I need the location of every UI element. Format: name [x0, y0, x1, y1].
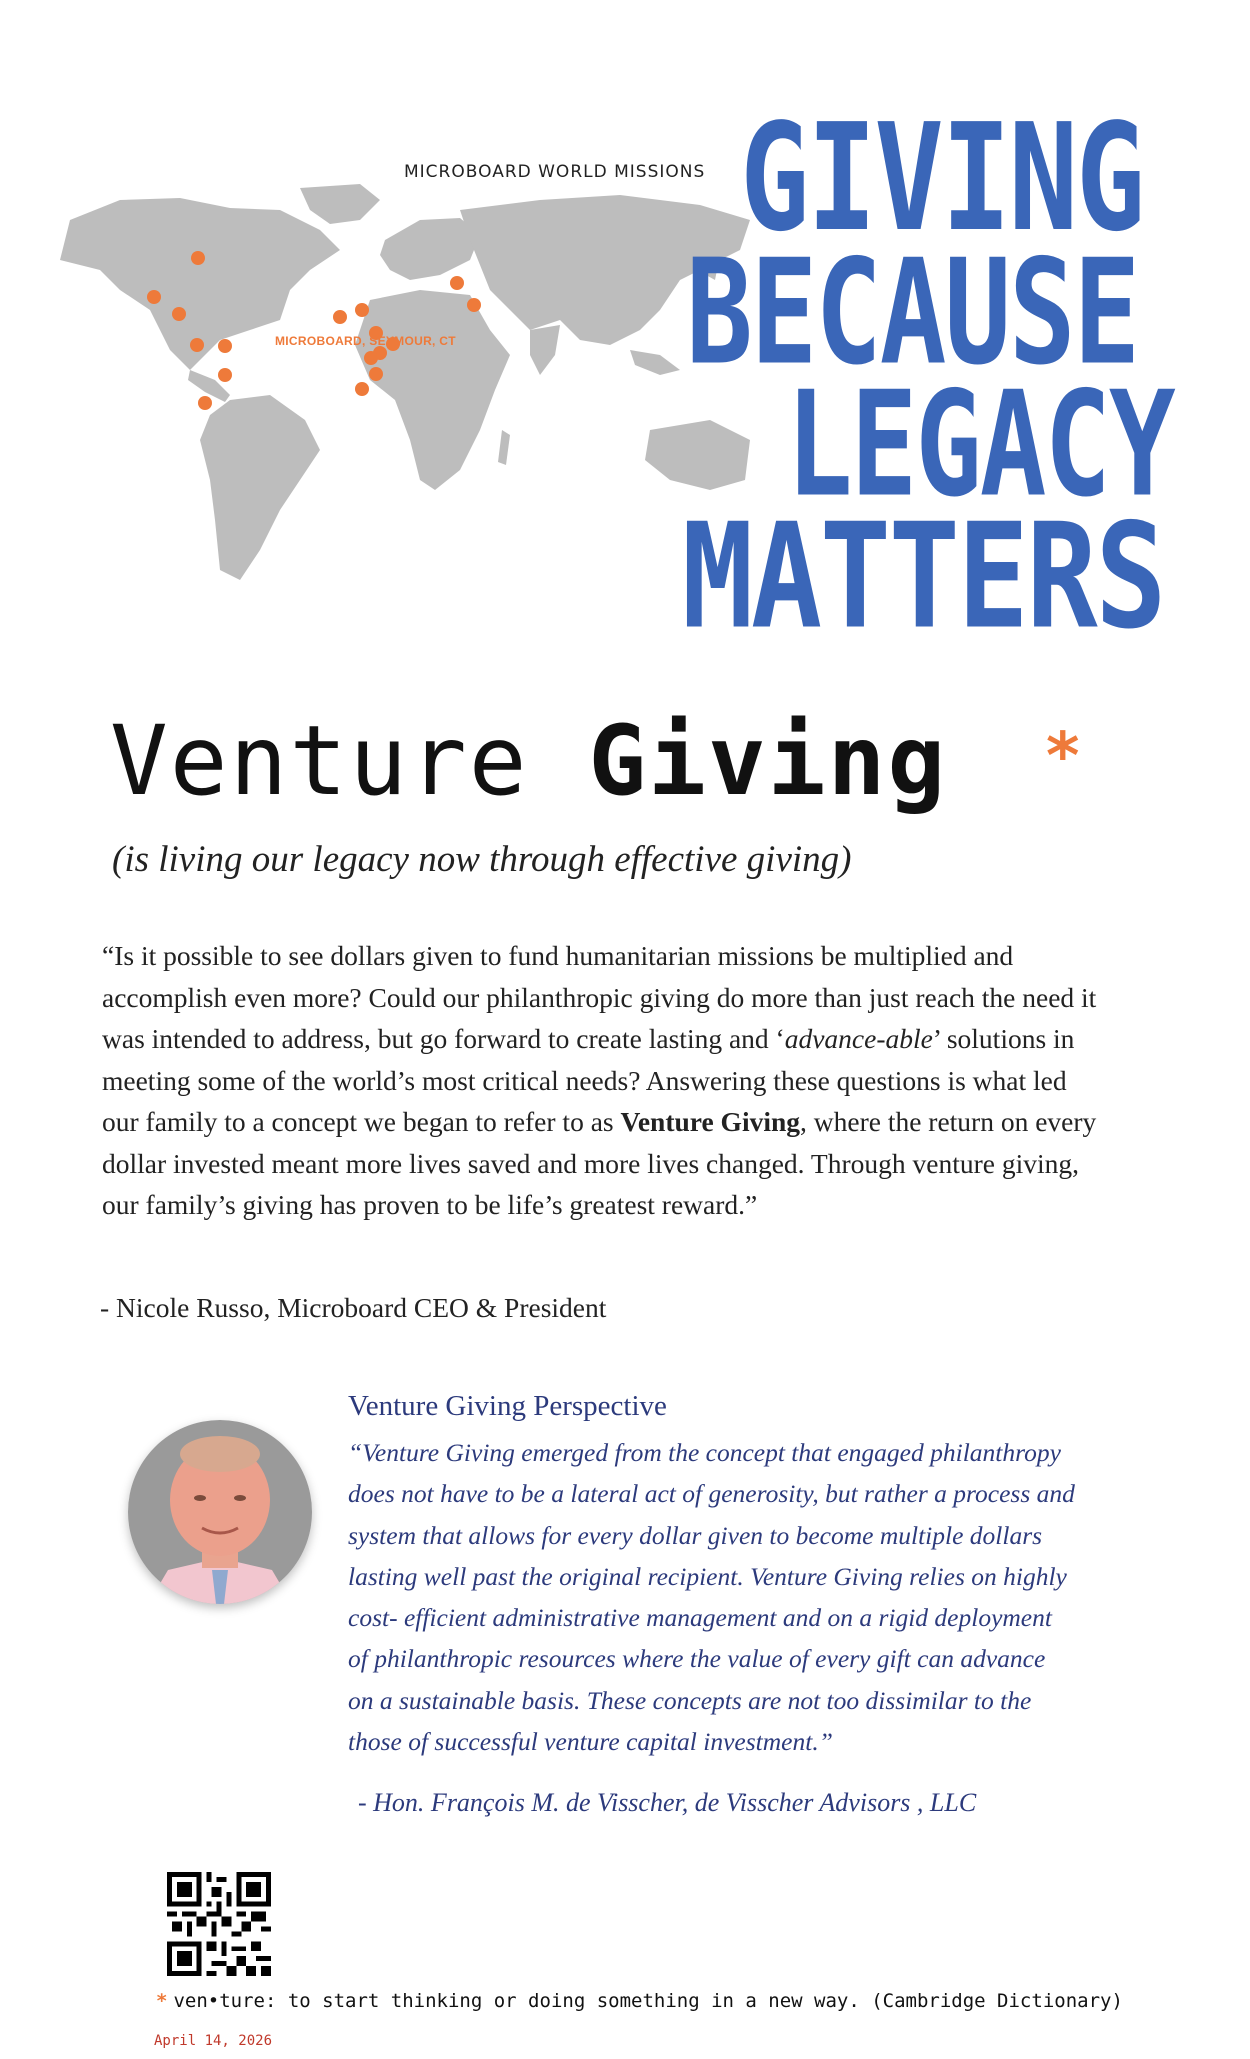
hq-marker — [191, 251, 205, 265]
perspective-line: on a sustainable basis. These concepts are not too dissimilar to the — [348, 1685, 1032, 1715]
mission-marker — [364, 351, 378, 365]
quote-emphasis: advance-able — [784, 1023, 933, 1054]
perspective-title: Venture Giving Perspective — [348, 1390, 667, 1422]
perspective-attribution: - Hon. François M. de Visscher, de Visscher Advisors , LLC — [358, 1788, 977, 1817]
mission-marker — [467, 298, 481, 312]
qr-code[interactable] — [167, 1872, 271, 1976]
mission-marker — [355, 303, 369, 317]
perspective-line: lasting well past the original recipient. Venture Giving relies on highly — [348, 1561, 1067, 1591]
world-map — [40, 180, 760, 600]
quote-text: “Is it possible to see dollars given to fund humanitarian missions be multiplied and accomplish even more? Could our philanthropic giving do more than just reach the need it was intended to address, but go forward to create lasting and ‘ — [102, 940, 1097, 1054]
perspective-line: cost- efficient administrative management and on a rigid deployment — [348, 1603, 1052, 1633]
headline-line: BECAUSE — [686, 228, 1139, 397]
quote-text: ’ solutions in meeting some of the world’s most critical needs? Answering these questions is what led our family to a concept we began to refer to as — [102, 1023, 1075, 1137]
quote-strong: Venture Giving — [620, 1106, 801, 1137]
footnote-asterisk: * — [156, 1990, 168, 2012]
headline-line: MATTERS — [682, 492, 1165, 661]
perspective-quote — [348, 1432, 1108, 1762]
mission-marker — [172, 307, 186, 321]
mission-marker — [198, 396, 212, 410]
date-stamp: April 14, 2026 — [154, 2033, 273, 2049]
ceo-attribution: - Nicole Russo, Microboard CEO & President — [100, 1292, 607, 1323]
mission-marker — [333, 310, 347, 324]
title-word-giving: Giving — [588, 705, 948, 817]
hq-label: MICROBOARD, SEYMOUR, CT — [275, 334, 456, 348]
mission-marker — [218, 339, 232, 353]
perspective-line: those of successful venture capital investment.” — [348, 1727, 833, 1757]
title-word-venture: Venture — [110, 705, 529, 817]
headline-line: GIVING — [740, 92, 1143, 264]
perspective-line: does not have to be a lateral act of generosity, but rather a process and — [348, 1479, 1075, 1509]
mission-marker — [190, 338, 204, 352]
org-label: MICROBOARD WORLD MISSIONS — [404, 162, 706, 182]
ceo-quote — [102, 935, 1102, 1226]
subtitle: (is living our legacy now through effective giving) — [112, 839, 852, 880]
perspective-line: system that allows for every dollar given to become multiple dollars — [348, 1520, 1043, 1550]
page-title — [110, 705, 947, 817]
mission-marker — [147, 290, 161, 304]
mission-marker — [450, 276, 464, 290]
mission-marker — [218, 368, 232, 382]
title-asterisk: * — [1046, 720, 1080, 794]
quote-text: , where the return on every dollar invested meant more lives saved and more lives changed. Through venture giving, our family’s giving has proven to be life’s greatest reward.” — [102, 1106, 1097, 1220]
mission-marker — [355, 382, 369, 396]
avatar — [128, 1420, 312, 1604]
mission-marker — [369, 367, 383, 381]
definition-text: ven•ture: to start thinking or doing something in a new way. (Cambridge Dictionary) — [173, 1990, 1123, 2012]
perspective-line: of philanthropic resources where the value of every gift can advance — [348, 1644, 1046, 1674]
definition-footnote — [156, 1990, 1123, 2012]
headline — [682, 92, 1206, 661]
perspective-line: “Venture Giving emerged from the concept that engaged philanthropy — [348, 1438, 1061, 1467]
headline-line: LEGACY — [786, 360, 1174, 529]
world-map-graphic — [40, 180, 760, 600]
